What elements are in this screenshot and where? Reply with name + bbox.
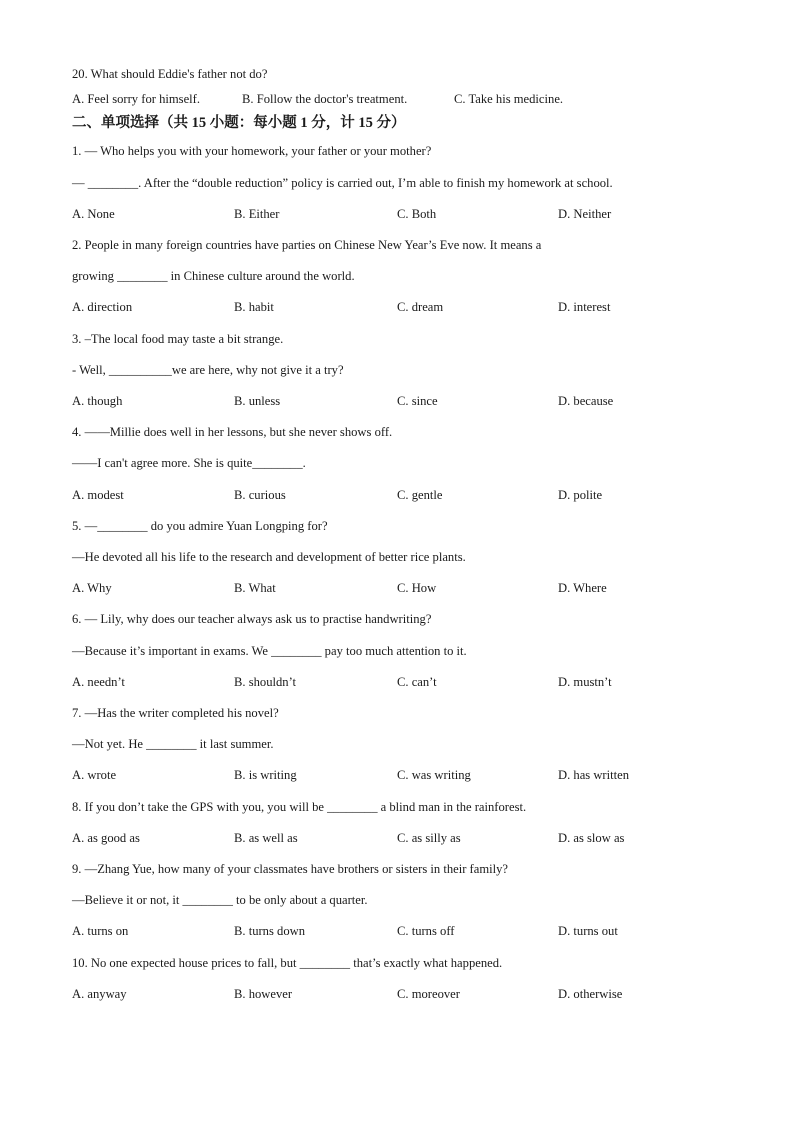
q10-stem: 10. No one expected house prices to fall, but ________ that’s exactly what happened.	[72, 956, 503, 970]
q20-option-a: A. Feel sorry for himself.	[72, 92, 201, 106]
question-20-stem: 20. What should Eddie's father not do?	[72, 67, 268, 81]
q8-stem: 8. If you don’t take the GPS with you, you will be ________ a blind man in the rainforest.	[72, 800, 527, 814]
q3-stem: 3. –The local food may taste a bit strange.	[72, 332, 284, 346]
q5-option-d: D. Where	[558, 581, 607, 595]
q9-stem: 9. —Zhang Yue, how many of your classmates have brothers or sisters in their family?	[72, 862, 509, 876]
q10-option-d: D. otherwise	[558, 987, 623, 1001]
q9-option-d: D. turns out	[558, 924, 618, 938]
q2-option-c: C. dream	[397, 300, 444, 314]
q6-stem: 6. — Lily, why does our teacher always ask us to practise handwriting?	[72, 612, 432, 626]
q2-stem: 2. People in many foreign countries have parties on Chinese New Year’s Eve now. It means a	[72, 238, 542, 252]
q9-option-a: A. turns on	[72, 924, 129, 938]
q6-option-d: D. mustn’t	[558, 675, 612, 689]
q6-stem-2: —Because it’s important in exams. We ________ pay too much attention to it.	[72, 644, 467, 658]
q9-option-b: B. turns down	[234, 924, 306, 938]
q4-option-b: B. curious	[234, 488, 286, 502]
q3-option-a: A. though	[72, 394, 123, 408]
q7-option-a: A. wrote	[72, 768, 117, 782]
q3-option-c: C. since	[397, 394, 438, 408]
q7-stem: 7. —Has the writer completed his novel?	[72, 706, 279, 720]
q7-option-b: B. is writing	[234, 768, 297, 782]
q5-stem: 5. —________ do you admire Yuan Longping for?	[72, 519, 328, 533]
q8-option-a: A. as good as	[72, 831, 140, 845]
q2-option-d: D. interest	[558, 300, 611, 314]
q8-option-b: B. as well as	[234, 831, 298, 845]
q7-option-d: D. has written	[558, 768, 629, 782]
q4-option-c: C. gentle	[397, 488, 443, 502]
q3-stem-2: - Well, __________we are here, why not give it a try?	[72, 363, 344, 377]
q5-option-b: B. What	[234, 581, 276, 595]
q4-stem: 4. ——Millie does well in her lessons, but she never shows off.	[72, 425, 393, 439]
q1-stem-2: — ________. After the “double reduction” policy is carried out, I’m able to finish my homework at school.	[72, 176, 613, 190]
q5-stem-2: —He devoted all his life to the research and development of better rice plants.	[72, 550, 466, 564]
q20-option-c: C. Take his medicine.	[454, 92, 564, 106]
q6-option-b: B. shouldn’t	[234, 675, 297, 689]
q4-option-d: D. polite	[558, 488, 603, 502]
q4-stem-2: ——I can't agree more. She is quite________.	[72, 456, 306, 470]
q2-stem-2: growing ________ in Chinese culture around the world.	[72, 269, 355, 283]
q4-option-a: A. modest	[72, 488, 124, 502]
q10-option-b: B. however	[234, 987, 293, 1001]
q10-option-c: C. moreover	[397, 987, 460, 1001]
q8-option-d: D. as slow as	[558, 831, 625, 845]
q1-option-c: C. Both	[397, 207, 437, 221]
q3-option-b: B. unless	[234, 394, 281, 408]
q1-stem: 1. — Who helps you with your homework, your father or your mother?	[72, 144, 432, 158]
q6-option-c: C. can’t	[397, 675, 437, 689]
q1-option-b: B. Either	[234, 207, 280, 221]
q7-option-c: C. was writing	[397, 768, 471, 782]
q9-stem-2: —Believe it or not, it ________ to be only about a quarter.	[72, 893, 368, 907]
q2-option-a: A. direction	[72, 300, 133, 314]
q8-option-c: C. as silly as	[397, 831, 461, 845]
q20-option-b: B. Follow the doctor's treatment.	[242, 92, 408, 106]
q5-option-a: A. Why	[72, 581, 112, 595]
q9-option-c: C. turns off	[397, 924, 455, 938]
q3-option-d: D. because	[558, 394, 614, 408]
q7-stem-2: —Not yet. He ________ it last summer.	[72, 737, 274, 751]
q10-option-a: A. anyway	[72, 987, 127, 1001]
q1-option-a: A. None	[72, 207, 115, 221]
section-title: 二、单项选择（共 15 小题：每小题 1 分，计 15 分）	[72, 115, 406, 131]
q2-option-b: B. habit	[234, 300, 274, 314]
q1-option-d: D. Neither	[558, 207, 612, 221]
q6-option-a: A. needn’t	[72, 675, 125, 689]
q5-option-c: C. How	[397, 581, 437, 595]
